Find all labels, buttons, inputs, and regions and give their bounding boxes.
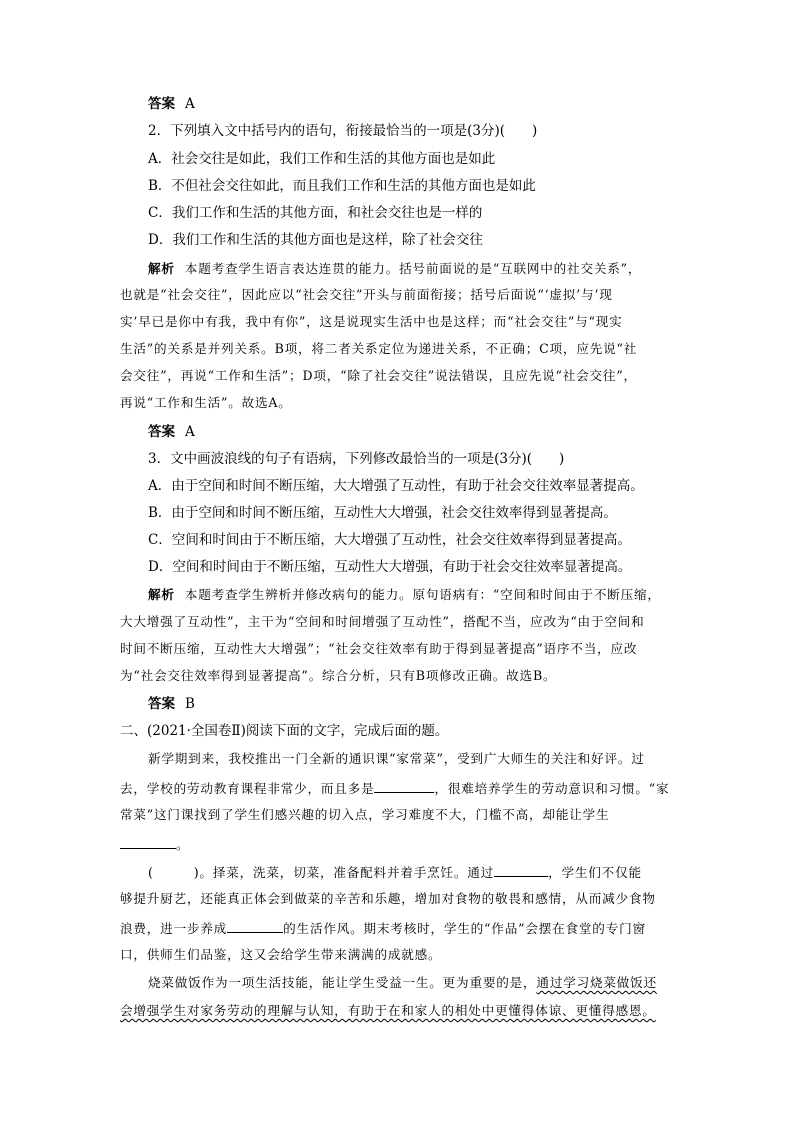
wavy-underlined-sentence-line-2: 会增强学生对家务劳动的理解与认知，有助于在和家人的相处中更懂得体谅、更懂得感恩。: [120, 1003, 656, 1018]
question-3-option-c: C．空间和时间由于不断压缩，大大增强了互动性，社会交往效率得到显著提高。: [148, 532, 631, 548]
analysis-3-line-1: [148, 586, 661, 604]
analysis-3-line-2: 大大增强了互动性”，主干为“空间和时间增强了互动性”，搭配不当，应改为“由于空间和: [120, 614, 645, 629]
answer-line: [148, 423, 195, 441]
question-3-option-a: A．由于空间和时间不断压缩，大大增强了互动性，有助于社会交往效率显著提高。: [148, 478, 644, 494]
answer-value: B: [185, 696, 195, 712]
passage-p2-line-2: 够提升厨艺，还能真正体会到做菜的辛苦和乐趣，增加对食物的敬畏和感情，从而减少食物: [120, 891, 656, 906]
passage-p1-line-3: 常菜”这门课找到了学生们感兴趣的切入点，学习难度不大，门槛不高，却能让学生: [120, 807, 610, 822]
passage-p1-line-2: [120, 778, 669, 798]
question-3-stem: 3．文中画波浪线的句子有语病，下列修改最恰当的一项是(3分)( ): [148, 451, 565, 467]
question-2-stem: 2．下列填入文中括号内的语句，衔接最恰当的一项是(3分)( ): [148, 123, 538, 139]
question-2-option-d: D．我们工作和生活的其他方面也是这样，除了社会交往: [148, 232, 483, 248]
analysis-2-line-6: 再说“工作和生活”。故选A。: [120, 395, 292, 410]
answer-value: A: [185, 96, 195, 112]
analysis-2-line-4: 生活”的关系是并列关系。B项，将二者关系定位为递进关系，不正确；C项，应先说“社: [120, 341, 638, 356]
passage-text: 。: [176, 837, 190, 852]
analysis-label: 解析: [148, 587, 175, 602]
passage-text: 烧菜做饭作为一项生活技能，能让学生受益一生。更为重要的是，: [148, 975, 537, 990]
passage-p1-line-1: 新学期到来，我校推出一门全新的通识课“家常菜”，受到广大师生的关注和好评。过: [148, 751, 645, 766]
fill-blank: [374, 778, 434, 793]
passage-text: 的生活作风。期末考核时，学生的“作品”会摆在食堂的专门窗: [283, 921, 646, 936]
analysis-text: 本题考查学生辨析并修改病句的能力。原句语病有：“空间和时间由于不断压缩，: [184, 587, 661, 602]
answer-label: 答案: [148, 696, 175, 712]
passage-p2-line-4: 口，供师生们品鉴，这又会给学生带来满满的成就感。: [120, 947, 442, 962]
question-2-option-a: A．社会交往是如此，我们工作和生活的其他方面也是如此: [148, 151, 496, 167]
question-2-option-b: B．不但社会交往如此，而且我们工作和生活的其他方面也是如此: [148, 178, 536, 194]
passage-p1-line-4: [120, 834, 189, 854]
passage-text: 浪费，进一步养成: [120, 921, 228, 936]
analysis-3-line-4: 为“社会交往效率得到显著提高”。综合分析，只有B项修改正确。故选B。: [120, 668, 557, 683]
wavy-underlined-sentence: 通过学习烧菜做饭还: [536, 975, 657, 990]
passage-p2-line-3: [120, 918, 646, 938]
fill-blank: [120, 834, 176, 849]
passage-text: )。择菜，洗菜，切菜，准备配料并着手烹饪。通过: [193, 865, 495, 880]
analysis-text: 本题考查学生语言表达连贯的能力。括号前面说的是“互联网中的社交关系”，: [184, 261, 642, 276]
passage-p3-line-1: [148, 974, 657, 992]
fill-blank: [494, 862, 548, 877]
answer-value: A: [185, 424, 195, 440]
question-3-option-d: D．空间和时间由于不断压缩，互动性大大增强，有助于社会交往效率显著提高。: [148, 559, 632, 575]
passage-p2-line-1: [148, 862, 642, 882]
analysis-2-line-5: 会交往”，再说“工作和生活”；D项，“除了社会交往”说法错误，且应先说“社会交往”，: [120, 368, 637, 383]
question-2-option-c: C．我们工作和生活的其他方面，和社会交往也是一样的: [148, 205, 483, 221]
answer-line: [148, 95, 195, 113]
answer-label: 答案: [148, 424, 175, 440]
section-heading: 二、(2021·全国卷Ⅱ)阅读下面的文字，完成后面的题。: [120, 723, 449, 739]
passage-text: 去，学校的劳动教育课程非常少，而且多是: [120, 781, 375, 796]
analysis-2-line-3: 实’早已是你中有我，我中有你”，这是说现实生活中也是这样；而“社会交往”与“现实: [120, 314, 623, 329]
passage-text: ，学生们不仅能: [548, 865, 642, 880]
fill-blank: [227, 918, 283, 933]
open-paren: (: [148, 865, 154, 880]
analysis-3-line-3: 时间不断压缩，互动性大大增强”；“社会交往效率有助于得到显著提高”语序不当，应改: [120, 641, 638, 656]
analysis-2-line-1: [148, 260, 641, 278]
passage-text: ，很难培养学生的劳动意识和习惯。“家: [434, 781, 670, 796]
analysis-2-line-2: 也就是“社会交往”，因此应以“社会交往”开头与前面衔接；括号后面说“‘虚拟’与‘现: [120, 287, 613, 302]
answer-line: [148, 695, 195, 713]
answer-label: 答案: [148, 96, 175, 112]
question-3-option-b: B．由于空间和时间不断压缩，互动性大大增强，社会交往效率得到显著提高。: [148, 505, 617, 521]
analysis-label: 解析: [148, 261, 175, 276]
